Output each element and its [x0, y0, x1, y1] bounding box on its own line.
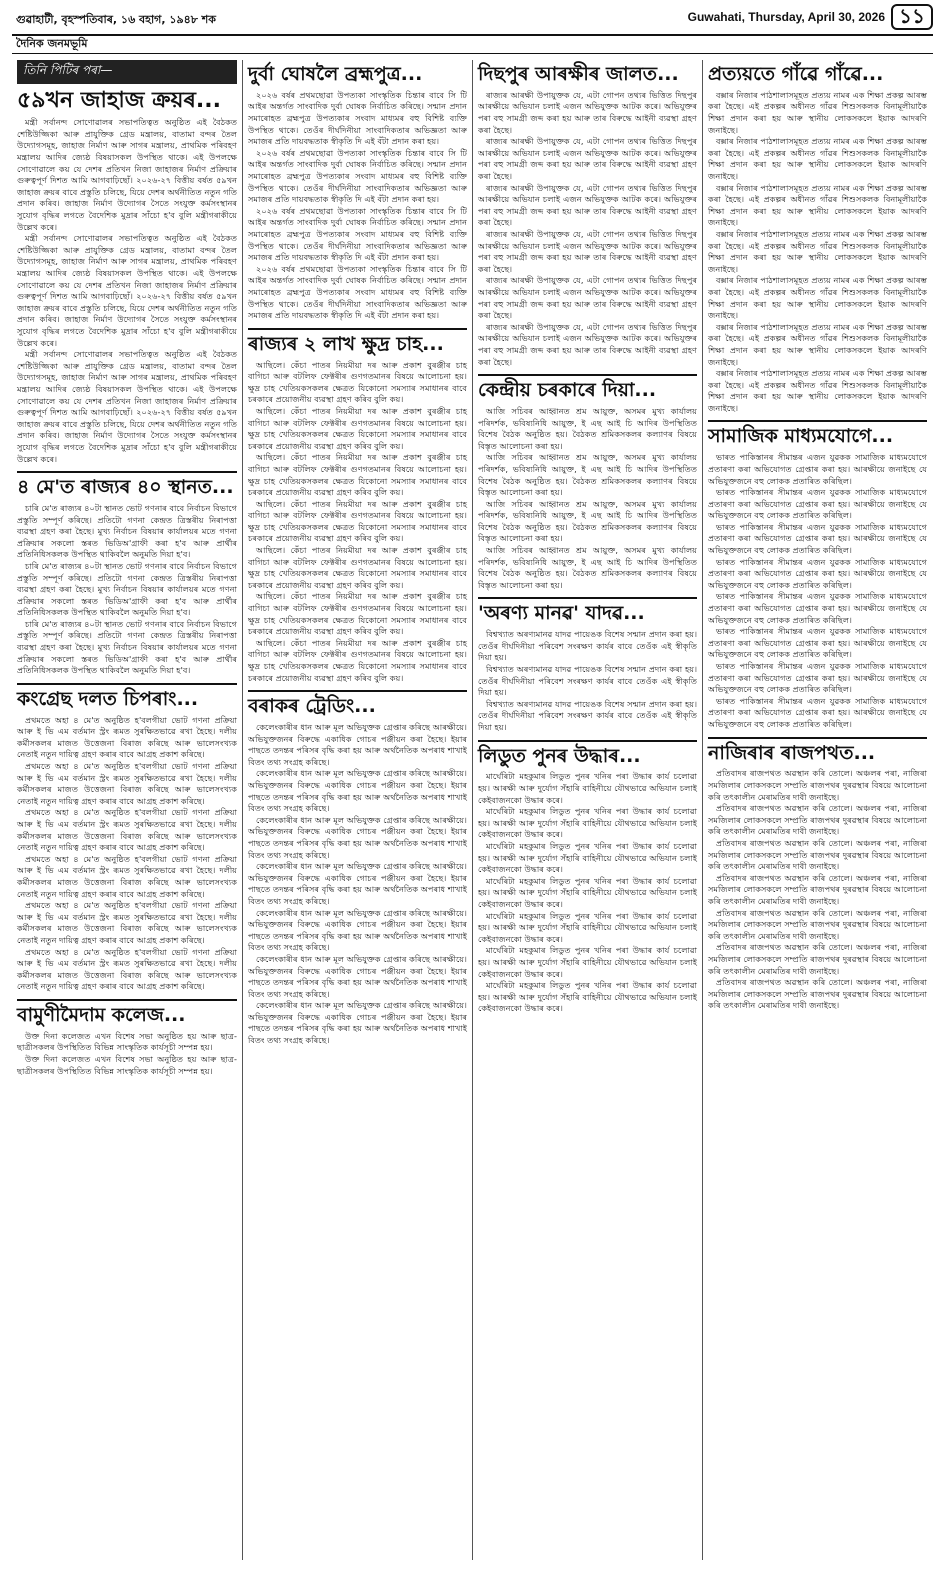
article-ship-purchase-text: মন্ত্ৰী সৰ্বানন্দ সোণোৱালৰ সভাপতিত্বত অনুষ্ঠিত এই বৈঠকত শেষ্টিউজ্জিকা আৰু প্ৰাযুক্তিক গ্ৰেড মন্ত্ৰালয়, বাতামা বন্দৰ তৈল উদ্যোগসমূহ, জাহাজ নিৰ্মাণ আৰু সাগৰ মন্ত্ৰালয়, প্ৰাথমিক পৰিবহণ মন্ত্ৰালয় আদিৰ জ্যেষ্ঠ বিষয়াসকল উপস্থিত থাকে। এই উপলক্ষে সোণোৱালে কয় যে দেশৰ প্ৰতিখন নিজা জাহাজৰ নিৰ্মাণ প্ৰক্ৰিয়াৰ গুৰুত্বপূৰ্ণ দিশত আমি আগবাঢ়িছোঁ। ২০২৬-২৭ বিত্তীয় বৰ্ষত ৫৯খন জাহাজ ক্ৰয়ৰ বাবে প্ৰস্তুতি চলিছে, যিয়ে দেশৰ অৰ্থনীতিত নতুন গতি প্ৰদান কৰিব। জাহাজ নিৰ্মাণ উদ্যোগৰ সৈতে সংযুক্ত কৰ্মসংস্থানৰ সুযোগ বৃদ্ধিৰ লগতে বৈদেশিক মুদ্ৰাৰ সাঁচো হ'ব বুলি মন্ত্ৰীগৰাকীয়ে উল্লেখ কৰে। — [17, 117, 237, 232]
article-central-text-cont3: আজি সচিবৰ আহ্বানত শ্ৰম আয়ুক্ত, অসমৰ মুখ্য কাৰ্যালয় পৰিদৰ্শক, ভবিষ্যনিধি আয়ুক্ত, ই এছ আই চি আদিৰ উপস্থিতিত বিশেষ বৈঠক অনুষ্ঠিত হয়। বৈঠকত শ্ৰমিকসকলৰ কল্যাণৰ বিষয়ে বিস্তৃত আলোচনা কৰা হয়। — [478, 545, 697, 590]
article-tea-text: আছিলে। কেঁচা পাতৰ নিয়মীয়া দৰ আৰু প্ৰকাশ বুৰঞ্জীৰ চাহ বাগিচা আৰু বটলিফ ফেক্টৰীৰ গুণগতমানৰ বিষয়ে আলোচনা হয়। ক্ষুদ্ৰ চাহ খেতিয়কসকলৰ ক্ষেত্ৰত যিকোনো সমস্যাৰ সমাধানৰ বাবে চৰকাৰে প্ৰয়োজনীয় ব্যৱস্থা গ্ৰহণ কৰিব বুলি কয়। — [248, 359, 467, 405]
article-barak-text-cont5: কেলেংকাৰীৰ ধান আৰু মূল অভিযুক্তক গ্ৰেপ্তাৰ কৰিছে আৰক্ষীয়ে। অভিযুক্তজনৰ বিৰুদ্ধে একাধিক গোচৰ পঞ্জীয়ন কৰা হৈছে। ইয়াৰ পাছতে তদন্তৰ পৰিসৰ বৃদ্ধি কৰা হয় আৰু অৰ্থনৈতিক অপৰাধ শাখাই বিতং তথ্য সংগ্ৰহ কৰিছে। — [248, 953, 467, 999]
headline-bamunimaidam-college: বামুণীমৈদাম কলেজ... — [17, 1003, 186, 1026]
article-congress-text-cont5: প্ৰথমতে অহা ৪ মে'ত অনুষ্ঠিত হ'বলগীয়া ভোট গণনা প্ৰক্ৰিয়া আৰু ই ভি এম বৰ্তমান স্ট্ৰং ৰূমত সুৰক্ষিতভাৱে ৰখা হৈছে। দলীয় কৰ্মীসকলৰ মাজত উত্তেজনা বিৰাজ কৰিছে আৰু ভালেসংখ্যক নেতাই নতুন দায়িত্ব গ্ৰহণ কৰাৰ বাবে আগ্ৰহ প্ৰকাশ কৰিছে। — [17, 946, 237, 992]
headline-ledo-rescue: লিডুত পুনৰ উদ্ধাৰ... — [478, 744, 641, 767]
article-nazira-text-cont6: প্ৰতিবাদৰ ৰাজপথত অৱস্থান কৰি তোলে। অঞ্চলৰ পৰা, নাজিৰা সমজিলাৰ লোকসকলে সম্প্ৰতি ৰাজপথৰ দুৰৱস্থাৰ বিষয়ে আলোচনা কৰি তৎকালীন মেৰামতিৰ দাবী জনাইছে। — [708, 977, 927, 1011]
page-number: ১১ — [891, 4, 933, 30]
headline-small-tea-growers: ৰাজ্যৰ ২ লাখ ক্ষুদ্ৰ চাহ... — [248, 332, 444, 355]
article-central-govt — [478, 406, 697, 592]
article-nazira-text: প্ৰতিবাদৰ ৰাজপথত অৱস্থান কৰি তোলে। অঞ্চলৰ পৰা, নাজিৰা সমজিলাৰ লোকসকলে সম্প্ৰতি ৰাজপথৰ দুৰৱস্থাৰ বিষয়ে আলোচনা কৰি তৎকালীন মেৰামতিৰ দাবী জনাইছে। — [708, 768, 927, 802]
divider — [708, 737, 927, 739]
article-forest-man — [478, 629, 697, 733]
continued-kicker: তিনি পিটিৰ পৰা— — [17, 60, 237, 84]
article-barak-text-cont6: কেলেংকাৰীৰ ধান আৰু মূল অভিযুক্তক গ্ৰেপ্তাৰ কৰিছে আৰক্ষীয়ে। অভিযুক্তজনৰ বিৰুদ্ধে একাধিক গোচৰ পঞ্জীয়ন কৰা হৈছে। ইয়াৰ পাছতে তদন্তৰ পৰিসৰ বৃদ্ধি কৰা হয় আৰু অৰ্থনৈতিক অপৰাধ শাখাই বিতং তথ্য সংগ্ৰহ কৰিছে। — [248, 1000, 467, 1046]
article-ledo-text-cont4: মাৰ্ঘেৰিটা মহকুমাৰ লিডুত পুনৰ খনিৰ পৰা উদ্ধাৰ কাৰ্য চলোৱা হয়। আৰক্ষী আৰু দুৰ্যোগ সঁহাৰি বাহিনীয়ে যৌথভাৱে অভিযান চলাই কেইবাজনকো উদ্ধাৰ কৰে। — [478, 910, 697, 944]
article-ship-purchase — [17, 117, 237, 465]
divider — [17, 471, 237, 473]
article-pratyay-text-cont4: বক্সাৰ নিজাৰ পাঠশালাসমূহত প্ৰত্যয় নামৰ এক শিক্ষা প্ৰকল্প আৰম্ভ কৰা হৈছে। এই প্ৰকল্পৰ অধীনত গাঁৱৰ শিশুসকলক বিনামূলীয়াকৈ শিক্ষা প্ৰদান কৰা হয় আৰু স্থানীয় লোকসকলে ইয়াক আদৰণি জনাইছে। — [708, 275, 927, 321]
divider — [248, 328, 467, 330]
headline-counting-may4: ৪ মে'ত ৰাজ্যৰ ৪০ স্থানত... — [17, 476, 234, 499]
article-dispur-text-cont: ৰাজ্যৰ আৰক্ষী উপায়ুক্তক যে, এটা গোপন তথ্যৰ ভিত্তিত দিছপুৰ আৰক্ষীয়ে অভিযান চলাই এজন অভিযুক্তক আটক কৰে। অভিযুক্তৰ পৰা বহু সামগ্ৰী জব্দ কৰা হয় আৰু তাৰ বিৰুদ্ধে আইনী ব্যৱস্থা গ্ৰহণ কৰা হৈছে। — [478, 136, 697, 181]
masthead-date-english: Guwahati, Thursday, April 30, 2026 — [687, 10, 886, 24]
article-ledo-text-cont: মাৰ্ঘেৰিটা মহকুমাৰ লিডুত পুনৰ খনিৰ পৰা উদ্ধাৰ কাৰ্য চলোৱা হয়। আৰক্ষী আৰু দুৰ্যোগ সঁহাৰি বাহিনীয়ে যৌথভাৱে অভিযান চলাই কেইবাজনকো উদ্ধাৰ কৰে। — [478, 806, 697, 840]
article-dispur-police — [478, 90, 697, 368]
headline-pratyay-village: প্ৰত্যয়তে গাঁৱে গাঁৱে... — [708, 63, 884, 85]
article-congress-chiprang — [17, 715, 237, 993]
headline-ship-purchase: ৫৯খন জাহাজ ক্ৰয়ৰ... — [17, 88, 221, 113]
article-nazira-text-cont5: প্ৰতিবাদৰ ৰাজপথত অৱস্থান কৰি তোলে। অঞ্চলৰ পৰা, নাজিৰা সমজিলাৰ লোকসকলে সম্প্ৰতি ৰাজপথৰ দুৰৱস্থাৰ বিষয়ে আলোচনা কৰি তৎকালীন মেৰামতিৰ দাবী জনাইছে। — [708, 942, 927, 976]
article-congress-text-cont4: প্ৰথমতে অহা ৪ মে'ত অনুষ্ঠিত হ'বলগীয়া ভোট গণনা প্ৰক্ৰিয়া আৰু ই ভি এম বৰ্তমান স্ট্ৰং ৰূমত সুৰক্ষিতভাৱে ৰখা হৈছে। দলীয় কৰ্মীসকলৰ মাজত উত্তেজনা বিৰাজ কৰিছে আৰু ভালেসংখ্যক নেতাই নতুন দায়িত্ব গ্ৰহণ কৰাৰ বাবে আগ্ৰহ প্ৰকাশ কৰিছে। — [17, 900, 237, 945]
headline-social-media: সামাজিক মাধ্যমযোগে... — [708, 425, 894, 448]
article-college-text-cont: উক্ত দিনা কলেজত এখন বিশেষ সভা অনুষ্ঠিত হয় আৰু ছাত্ৰ-ছাত্ৰীসকলৰ উপস্থিতিত বিভিন্ন সাংস্কৃতিক কাৰ্যসূচী সম্পন্ন হয়। — [17, 1053, 237, 1076]
article-tea-text-cont4: আছিলে। কেঁচা পাতৰ নিয়মীয়া দৰ আৰু প্ৰকাশ বুৰঞ্জীৰ চাহ বাগিচা আৰু বটলিফ ফেক্টৰীৰ গুণগতমানৰ বিষয়ে আলোচনা হয়। ক্ষুদ্ৰ চাহ খেতিয়কসকলৰ ক্ষেত্ৰত যিকোনো সমস্যাৰ সমাধানৰ বাবে চৰকাৰে প্ৰয়োজনীয় ব্যৱস্থা গ্ৰহণ কৰিব বুলি কয়। — [248, 545, 467, 590]
divider — [478, 597, 697, 599]
article-social-text: ভাৰত পাকিস্তানৰ সীমান্তৰ এজন যুৱকক সামাজিক মাধ্যমযোগে প্ৰতাৰণা কৰা অভিযোগত গ্ৰেপ্তাৰ কৰা হয়। আৰক্ষীয়ে জনাইছে যে অভিযুক্তজনে বহু লোকক প্ৰতাৰিত কৰিছিল। — [708, 452, 927, 486]
article-social-text-cont6: ভাৰত পাকিস্তানৰ সীমান্তৰ এজন যুৱকক সামাজিক মাধ্যমযোগে প্ৰতাৰণা কৰা অভিযোগত গ্ৰেপ্তাৰ কৰা হয়। আৰক্ষীয়ে জনাইছে যে অভিযুক্তজনে বহু লোকক প্ৰতাৰিত কৰিছিল। — [708, 661, 927, 695]
article-social-text-cont7: ভাৰত পাকিস্তানৰ সীমান্তৰ এজন যুৱকক সামাজিক মাধ্যমযোগে প্ৰতাৰণা কৰা অভিযোগত গ্ৰেপ্তাৰ কৰা হয়। আৰক্ষীয়ে জনাইছে যে অভিযুক্তজনে বহু লোকক প্ৰতাৰিত কৰিছিল। — [708, 695, 927, 729]
article-barak-trading — [248, 722, 467, 1047]
article-tea-text-cont3: আছিলে। কেঁচা পাতৰ নিয়মীয়া দৰ আৰু প্ৰকাশ বুৰঞ্জীৰ চাহ বাগিচা আৰু বটলিফ ফেক্টৰীৰ গুণগতমানৰ বিষয়ে আলোচনা হয়। ক্ষুদ্ৰ চাহ খেতিয়কসকলৰ ক্ষেত্ৰত যিকোনো সমস্যাৰ সমাধানৰ বাবে চৰকাৰে প্ৰয়োজনীয় ব্যৱস্থা গ্ৰহণ কৰিব বুলি কয়। — [248, 498, 467, 544]
article-counting-may4 — [17, 503, 237, 677]
masthead-topline — [12, 8, 933, 30]
article-bamunimaidam-college — [17, 1031, 237, 1077]
article-dispur-text-cont4: ৰাজ্যৰ আৰক্ষী উপায়ুক্তক যে, এটা গোপন তথ্যৰ ভিত্তিত দিছপুৰ আৰক্ষীয়ে অভিযান চলাই এজন অভিযুক্তক আটক কৰে। অভিযুক্তৰ পৰা বহু সামগ্ৰী জব্দ কৰা হয় আৰু তাৰ বিৰুদ্ধে আইনী ব্যৱস্থা গ্ৰহণ কৰা হৈছে। — [478, 275, 697, 321]
column-4 — [702, 60, 932, 1560]
divider — [478, 740, 697, 742]
article-pratyay-text: বক্সাৰ নিজাৰ পাঠশালাসমূহত প্ৰত্যয় নামৰ এক শিক্ষা প্ৰকল্প আৰম্ভ কৰা হৈছে। এই প্ৰকল্পৰ অধীনত গাঁৱৰ শিশুসকলক বিনামূলীয়াকৈ শিক্ষা প্ৰদান কৰা হয় আৰু স্থানীয় লোকসকলে ইয়াক আদৰণি জনাইছে। — [708, 89, 927, 135]
newspaper-brand: দৈনিক জনমভূমি — [16, 37, 88, 50]
article-pratyay-text-cont6: বক্সাৰ নিজাৰ পাঠশালাসমূহত প্ৰত্যয় নামৰ এক শিক্ষা প্ৰকল্প আৰম্ভ কৰা হৈছে। এই প্ৰকল্পৰ অধীনত গাঁৱৰ শিশুসকলক বিনামূলীয়াকৈ শিক্ষা প্ৰদান কৰা হয় আৰু স্থানীয় লোকসকলে ইয়াক আদৰণি জনাইছে। — [708, 368, 927, 413]
article-ledo-text-cont3: মাৰ্ঘেৰিটা মহকুমাৰ লিডুত পুনৰ খনিৰ পৰা উদ্ধাৰ কাৰ্য চলোৱা হয়। আৰক্ষী আৰু দুৰ্যোগ সঁহাৰি বাহিনীয়ে যৌথভাৱে অভিযান চলাই কেইবাজনকো উদ্ধাৰ কৰে। — [478, 875, 697, 909]
article-social-media — [708, 452, 927, 730]
article-forest-text-cont2: বিশ্বখ্যাত অৰণ্যমানৱ যাদৱ পায়েঙক বিশেষ সন্মান প্ৰদান কৰা হয়। তেওঁৰ দীৰ্ঘদিনীয়া পৰিবেশ সংৰক্ষণ কাৰ্যৰ বাবে তেওঁক এই স্বীকৃতি দিয়া হয়। — [478, 698, 697, 733]
article-durba-ghosh — [248, 90, 467, 322]
article-tea-text-cont6: আছিলে। কেঁচা পাতৰ নিয়মীয়া দৰ আৰু প্ৰকাশ বুৰঞ্জীৰ চাহ বাগিচা আৰু বটলিফ ফেক্টৰীৰ গুণগতমানৰ বিষয়ে আলোচনা হয়। ক্ষুদ্ৰ চাহ খেতিয়কসকলৰ ক্ষেত্ৰত যিকোনো সমস্যাৰ সমাধানৰ বাবে চৰকাৰে প্ৰয়োজনীয় ব্যৱস্থা গ্ৰহণ কৰিব বুলি কয়। — [248, 637, 467, 683]
article-nazira-text-cont4: প্ৰতিবাদৰ ৰাজপথত অৱস্থান কৰি তোলে। অঞ্চলৰ পৰা, নাজিৰা সমজিলাৰ লোকসকলে সম্প্ৰতি ৰাজপথৰ দুৰৱস্থাৰ বিষয়ে আলোচনা কৰি তৎকালীন মেৰামতিৰ দাবী জনাইছে। — [708, 907, 927, 941]
article-ship-purchase-text-cont2: মন্ত্ৰী সৰ্বানন্দ সোণোৱালৰ সভাপতিত্বত অনুষ্ঠিত এই বৈঠকত শেষ্টিউজ্জিকা আৰু প্ৰাযুক্তিক গ্ৰেড মন্ত্ৰালয়, বাতামা বন্দৰ তৈল উদ্যোগসমূহ, জাহাজ নিৰ্মাণ আৰু সাগৰ মন্ত্ৰালয়, প্ৰাথমিক পৰিবহণ মন্ত্ৰালয় আদিৰ জ্যেষ্ঠ বিষয়াসকল উপস্থিত থাকে। এই উপলক্ষে সোণোৱালে কয় যে দেশৰ প্ৰতিখন নিজা জাহাজৰ নিৰ্মাণ প্ৰক্ৰিয়াৰ গুৰুত্বপূৰ্ণ দিশত আমি আগবাঢ়িছোঁ। ২০২৬-২৭ বিত্তীয় বৰ্ষত ৫৯খন জাহাজ ক্ৰয়ৰ বাবে প্ৰস্তুতি চলিছে, যিয়ে দেশৰ অৰ্থনীতিত নতুন গতি প্ৰদান কৰিব। জাহাজ নিৰ্মাণ উদ্যোগৰ সৈতে সংযুক্ত কৰ্মসংস্থানৰ সুযোগ বৃদ্ধিৰ লগতে বৈদেশিক মুদ্ৰাৰ সাঁচো হ'ব বুলি মন্ত্ৰীগৰাকীয়ে উল্লেখ কৰে। — [17, 349, 237, 464]
article-ledo-text-cont5: মাৰ্ঘেৰিটা মহকুমাৰ লিডুত পুনৰ খনিৰ পৰা উদ্ধাৰ কাৰ্য চলোৱা হয়। আৰক্ষী আৰু দুৰ্যোগ সঁহাৰি বাহিনীয়ে যৌথভাৱে অভিযান চলাই কেইবাজনকো উদ্ধাৰ কৰে। — [478, 945, 697, 979]
article-ledo-rescue — [478, 771, 697, 1014]
article-nazira-text-cont: প্ৰতিবাদৰ ৰাজপথত অৱস্থান কৰি তোলে। অঞ্চলৰ পৰা, নাজিৰা সমজিলাৰ লোকসকলে সম্প্ৰতি ৰাজপথৰ দুৰৱস্থাৰ বিষয়ে আলোচনা কৰি তৎকালীন মেৰামতিৰ দাবী জনাইছে। — [708, 803, 927, 837]
column-2 — [242, 60, 472, 1560]
article-nazira-text-cont3: প্ৰতিবাদৰ ৰাজপথত অৱস্থান কৰি তোলে। অঞ্চলৰ পৰা, নাজিৰা সমজিলাৰ লোকসকলে সম্প্ৰতি ৰাজপথৰ দুৰৱস্থাৰ বিষয়ে আলোচনা কৰি তৎকালীন মেৰামতিৰ দাবী জনাইছে। — [708, 872, 927, 906]
article-pratyay-text-cont: বক্সাৰ নিজাৰ পাঠশালাসমূহত প্ৰত্যয় নামৰ এক শিক্ষা প্ৰকল্প আৰম্ভ কৰা হৈছে। এই প্ৰকল্পৰ অধীনত গাঁৱৰ শিশুসকলক বিনামূলীয়াকৈ শিক্ষা প্ৰদান কৰা হয় আৰু স্থানীয় লোকসকলে ইয়াক আদৰণি জনাইছে। — [708, 136, 927, 181]
article-dispur-text-cont2: ৰাজ্যৰ আৰক্ষী উপায়ুক্তক যে, এটা গোপন তথ্যৰ ভিত্তিত দিছপুৰ আৰক্ষীয়ে অভিযান চলাই এজন অভিযুক্তক আটক কৰে। অভিযুক্তৰ পৰা বহু সামগ্ৰী জব্দ কৰা হয় আৰু তাৰ বিৰুদ্ধে আইনী ব্যৱস্থা গ্ৰহণ কৰা হৈছে। — [478, 182, 697, 228]
article-barak-text: কেলেংকাৰীৰ ধান আৰু মূল অভিযুক্তক গ্ৰেপ্তাৰ কৰিছে আৰক্ষীয়ে। অভিযুক্তজনৰ বিৰুদ্ধে একাধিক গোচৰ পঞ্জীয়ন কৰা হৈছে। ইয়াৰ পাছতে তদন্তৰ পৰিসৰ বৃদ্ধি কৰা হয় আৰু অৰ্থনৈতিক অপৰাধ শাখাই বিতং তথ্য সংগ্ৰহ কৰিছে। — [248, 722, 467, 767]
divider — [478, 374, 697, 376]
article-social-text-cont2: ভাৰত পাকিস্তানৰ সীমান্তৰ এজন যুৱকক সামাজিক মাধ্যমযোগে প্ৰতাৰণা কৰা অভিযোগত গ্ৰেপ্তাৰ কৰা হয়। আৰক্ষীয়ে জনাইছে যে অভিযুক্তজনে বহু লোকক প্ৰতাৰিত কৰিছিল। — [708, 521, 927, 556]
article-tea-text-cont5: আছিলে। কেঁচা পাতৰ নিয়মীয়া দৰ আৰু প্ৰকাশ বুৰঞ্জীৰ চাহ বাগিচা আৰু বটলিফ ফেক্টৰীৰ গুণগতমানৰ বিষয়ে আলোচনা হয়। ক্ষুদ্ৰ চাহ খেতিয়কসকলৰ ক্ষেত্ৰত যিকোনো সমস্যাৰ সমাধানৰ বাবে চৰকাৰে প্ৰয়োজনীয় ব্যৱস্থা গ্ৰহণ কৰিব বুলি কয়। — [248, 591, 467, 637]
article-dispur-text-cont3: ৰাজ্যৰ আৰক্ষী উপায়ুক্তক যে, এটা গোপন তথ্যৰ ভিত্তিত দিছপুৰ আৰক্ষীয়ে অভিযান চলাই এজন অভিযুক্তক আটক কৰে। অভিযুক্তৰ পৰা বহু সামগ্ৰী জব্দ কৰা হয় আৰু তাৰ বিৰুদ্ধে আইনী ব্যৱস্থা গ্ৰহণ কৰা হৈছে। — [478, 228, 697, 274]
article-forest-text-cont: বিশ্বখ্যাত অৰণ্যমানৱ যাদৱ পায়েঙক বিশেষ সন্মান প্ৰদান কৰা হয়। তেওঁৰ দীৰ্ঘদিনীয়া পৰিবেশ সংৰক্ষণ কাৰ্যৰ বাবে তেওঁক এই স্বীকৃতি দিয়া হয়। — [478, 664, 697, 698]
headline-dispur-police: দিছপুৰ আৰক্ষীৰ জালত... — [478, 63, 679, 85]
article-congress-text-cont: প্ৰথমতে অহা ৪ মে'ত অনুষ্ঠিত হ'বলগীয়া ভোট গণনা প্ৰক্ৰিয়া আৰু ই ভি এম বৰ্তমান স্ট্ৰং ৰূমত সুৰক্ষিতভাৱে ৰখা হৈছে। দলীয় কৰ্মীসকলৰ মাজত উত্তেজনা বিৰাজ কৰিছে আৰু ভালেসংখ্যক নেতাই নতুন দায়িত্ব গ্ৰহণ কৰাৰ বাবে আগ্ৰহ প্ৰকাশ কৰিছে। — [17, 761, 237, 806]
article-barak-text-cont3: কেলেংকাৰীৰ ধান আৰু মূল অভিযুক্তক গ্ৰেপ্তাৰ কৰিছে আৰক্ষীয়ে। অভিযুক্তজনৰ বিৰুদ্ধে একাধিক গোচৰ পঞ্জীয়ন কৰা হৈছে। ইয়াৰ পাছতে তদন্তৰ পৰিসৰ বৃদ্ধি কৰা হয় আৰু অৰ্থনৈতিক অপৰাধ শাখাই বিতং তথ্য সংগ্ৰহ কৰিছে। — [248, 861, 467, 906]
column-1 — [12, 60, 242, 1560]
article-congress-text-cont2: প্ৰথমতে অহা ৪ মে'ত অনুষ্ঠিত হ'বলগীয়া ভোট গণনা প্ৰক্ৰিয়া আৰু ই ভি এম বৰ্তমান স্ট্ৰং ৰূমত সুৰক্ষিতভাৱে ৰখা হৈছে। দলীয় কৰ্মীসকলৰ মাজত উত্তেজনা বিৰাজ কৰিছে আৰু ভালেসংখ্যক নেতাই নতুন দায়িত্ব গ্ৰহণ কৰাৰ বাবে আগ্ৰহ প্ৰকাশ কৰিছে। — [17, 807, 237, 853]
divider — [708, 420, 927, 422]
article-ship-purchase-text-cont: মন্ত্ৰী সৰ্বানন্দ সোণোৱালৰ সভাপতিত্বত অনুষ্ঠিত এই বৈঠকত শেষ্টিউজ্জিকা আৰু প্ৰাযুক্তিক গ্ৰেড মন্ত্ৰালয়, বাতামা বন্দৰ তৈল উদ্যোগসমূহ, জাহাজ নিৰ্মাণ আৰু সাগৰ মন্ত্ৰালয়, প্ৰাথমিক পৰিবহণ মন্ত্ৰালয় আদিৰ জ্যেষ্ঠ বিষয়াসকল উপস্থিত থাকে। এই উপলক্ষে সোণোৱালে কয় যে দেশৰ প্ৰতিখন নিজা জাহাজৰ নিৰ্মাণ প্ৰক্ৰিয়াৰ গুৰুত্বপূৰ্ণ দিশত আমি আগবাঢ়িছোঁ। ২০২৬-২৭ বিত্তীয় বৰ্ষত ৫৯খন জাহাজ ক্ৰয়ৰ বাবে প্ৰস্তুতি চলিছে, যিয়ে দেশৰ অৰ্থনীতিত নতুন গতি প্ৰদান কৰিব। জাহাজ নিৰ্মাণ উদ্যোগৰ সৈতে সংযুক্ত কৰ্মসংস্থানৰ সুযোগ বৃদ্ধিৰ লগতে বৈদেশিক মুদ্ৰাৰ সাঁচো হ'ব বুলি মন্ত্ৰীগৰাকীয়ে উল্লেখ কৰে। — [17, 233, 237, 348]
article-counting-text-cont2: চাৰি মে'ত ৰাজ্যৰ ৪০টা স্থানত ভোট গণনাৰ বাবে নিৰ্বাচন বিভাগে প্ৰস্তুতি সম্পূৰ্ণ কৰিছে। প্ৰতিটো গণনা কেন্দ্ৰত ত্ৰিস্তৰীয় নিৰাপত্তা ব্যৱস্থা গ্ৰহণ কৰা হৈছে। মুখ্য নিৰ্বাচন বিষয়াৰ কাৰ্যালয়ৰ মতে গণনা প্ৰক্ৰিয়াৰ সকলো স্তৰত ভিডিঅ'গ্ৰাফী কৰা হ'ব আৰু প্ৰাৰ্থীৰ প্ৰতিনিধিসকলক উপস্থিত থাকিবলৈ অনুমতি দিয়া হ'ব। — [17, 618, 237, 676]
article-counting-text: চাৰি মে'ত ৰাজ্যৰ ৪০টা স্থানত ভোট গণনাৰ বাবে নিৰ্বাচন বিভাগে প্ৰস্তুতি সম্পূৰ্ণ কৰিছে। প্ৰতিটো গণনা কেন্দ্ৰত ত্ৰিস্তৰীয় নিৰাপত্তা ব্যৱস্থা গ্ৰহণ কৰা হৈছে। মুখ্য নিৰ্বাচন বিষয়াৰ কাৰ্যালয়ৰ মতে গণনা প্ৰক্ৰিয়াৰ সকলো স্তৰত ভিডিঅ'গ্ৰাফী কৰা হ'ব আৰু প্ৰাৰ্থীৰ প্ৰতিনিধিসকলক উপস্থিত থাকিবলৈ অনুমতি দিয়া হ'ব। — [17, 502, 237, 560]
article-barak-text-cont2: কেলেংকাৰীৰ ধান আৰু মূল অভিযুক্তক গ্ৰেপ্তাৰ কৰিছে আৰক্ষীয়ে। অভিযুক্তজনৰ বিৰুদ্ধে একাধিক গোচৰ পঞ্জীয়ন কৰা হৈছে। ইয়াৰ পাছতে তদন্তৰ পৰিসৰ বৃদ্ধি কৰা হয় আৰু অৰ্থনৈতিক অপৰাধ শাখাই বিতং তথ্য সংগ্ৰহ কৰিছে। — [248, 814, 467, 860]
headline-nazira-road: নাজিৰাৰ ৰাজপথত... — [708, 741, 876, 764]
column-3 — [472, 60, 702, 1560]
article-dispur-text-cont5: ৰাজ্যৰ আৰক্ষী উপায়ুক্তক যে, এটা গোপন তথ্যৰ ভিত্তিত দিছপুৰ আৰক্ষীয়ে অভিযান চলাই এজন অভিযুক্তক আটক কৰে। অভিযুক্তৰ পৰা বহু সামগ্ৰী জব্দ কৰা হয় আৰু তাৰ বিৰুদ্ধে আইনী ব্যৱস্থা গ্ৰহণ কৰা হৈছে। — [478, 321, 697, 367]
article-ledo-text-cont6: মাৰ্ঘেৰিটা মহকুমাৰ লিডুত পুনৰ খনিৰ পৰা উদ্ধাৰ কাৰ্য চলোৱা হয়। আৰক্ষী আৰু দুৰ্যোগ সঁহাৰি বাহিনীয়ে যৌথভাৱে অভিযান চলাই কেইবাজনকো উদ্ধাৰ কৰে। — [478, 980, 697, 1014]
article-central-text: আজি সচিবৰ আহ্বানত শ্ৰম আয়ুক্ত, অসমৰ মুখ্য কাৰ্যালয় পৰিদৰ্শক, ভবিষ্যনিধি আয়ুক্ত, ই এছ আই চি আদিৰ উপস্থিতিত বিশেষ বৈঠক অনুষ্ঠিত হয়। বৈঠকত শ্ৰমিকসকলৰ কল্যাণৰ বিষয়ে বিস্তৃত আলোচনা কৰা হয়। — [478, 405, 697, 451]
article-barak-text-cont: কেলেংকাৰীৰ ধান আৰু মূল অভিযুক্তক গ্ৰেপ্তাৰ কৰিছে আৰক্ষীয়ে। অভিযুক্তজনৰ বিৰুদ্ধে একাধিক গোচৰ পঞ্জীয়ন কৰা হৈছে। ইয়াৰ পাছতে তদন্তৰ পৰিসৰ বৃদ্ধি কৰা হয় আৰু অৰ্থনৈতিক অপৰাধ শাখাই বিতং তথ্য সংগ্ৰহ কৰিছে। — [248, 768, 467, 814]
article-nazira-road — [708, 768, 927, 1011]
masthead-date-assamese: গুৱাহাটী, বৃহস্পতিবাৰ, ১৬ বহাগ, ১৯৪৮ শক — [16, 13, 216, 26]
divider — [248, 690, 467, 692]
article-tea-text-cont2: আছিলে। কেঁচা পাতৰ নিয়মীয়া দৰ আৰু প্ৰকাশ বুৰঞ্জীৰ চাহ বাগিচা আৰু বটলিফ ফেক্টৰীৰ গুণগতমানৰ বিষয়ে আলোচনা হয়। ক্ষুদ্ৰ চাহ খেতিয়কসকলৰ ক্ষেত্ৰত যিকোনো সমস্যাৰ সমাধানৰ বাবে চৰকাৰে প্ৰয়োজনীয় ব্যৱস্থা গ্ৰহণ কৰিব বুলি কয়। — [248, 452, 467, 498]
article-durba-text-cont2: ২০২৬ বৰ্ষৰ প্ৰথমছোৱা উপত্যকা সাংস্কৃতিক চিন্তাৰ বাবে সি টি আইৰ অন্তৰ্গত সাংবাদিক দুৰ্বা ঘোষক নিৰ্বাচিত কৰিছে। সন্মান প্ৰদান সমাৰোহত ব্ৰহ্মপুত্ৰ উপত্যকাৰ সংবাদ মাধ্যমৰ বহু বিশিষ্ট ব্যক্তি উপস্থিত থাকে। তেওঁৰ দীৰ্ঘদিনীয়া সাংবাদিকতাৰ অভিজ্ঞতা আৰু সমাজৰ প্ৰতি দায়বদ্ধতাক স্বীকৃতি দি এই বঁটা প্ৰদান কৰা হয়। — [248, 205, 467, 263]
headline-durba-ghosh: দুৰ্বা ঘোষলৈ ব্ৰহ্মপুত্ৰ... — [248, 63, 423, 85]
article-small-tea-growers — [248, 360, 467, 685]
article-durba-text-cont3: ২০২৬ বৰ্ষৰ প্ৰথমছোৱা উপত্যকা সাংস্কৃতিক চিন্তাৰ বাবে সি টি আইৰ অন্তৰ্গত সাংবাদিক দুৰ্বা ঘোষক নিৰ্বাচিত কৰিছে। সন্মান প্ৰদান সমাৰোহত ব্ৰহ্মপুত্ৰ উপত্যকাৰ সংবাদ মাধ্যমৰ বহু বিশিষ্ট ব্যক্তি উপস্থিত থাকে। তেওঁৰ দীৰ্ঘদিনীয়া সাংবাদিকতাৰ অভিজ্ঞতা আৰু সমাজৰ প্ৰতি দায়বদ্ধতাক স্বীকৃতি দি এই বঁটা প্ৰদান কৰা হয়। — [248, 263, 467, 321]
article-social-text-cont3: ভাৰত পাকিস্তানৰ সীমান্তৰ এজন যুৱকক সামাজিক মাধ্যমযোগে প্ৰতাৰণা কৰা অভিযোগত গ্ৰেপ্তাৰ কৰা হয়। আৰক্ষীয়ে জনাইছে যে অভিযুক্তজনে বহু লোকক প্ৰতাৰিত কৰিছিল। — [708, 556, 927, 590]
article-pratyay-text-cont5: বক্সাৰ নিজাৰ পাঠশালাসমূহত প্ৰত্যয় নামৰ এক শিক্ষা প্ৰকল্প আৰম্ভ কৰা হৈছে। এই প্ৰকল্পৰ অধীনত গাঁৱৰ শিশুসকলক বিনামূলীয়াকৈ শিক্ষা প্ৰদান কৰা হয় আৰু স্থানীয় লোকসকলে ইয়াক আদৰণি জনাইছে। — [708, 321, 927, 367]
article-forest-text: বিশ্বখ্যাত অৰণ্যমানৱ যাদৱ পায়েঙক বিশেষ সন্মান প্ৰদান কৰা হয়। তেওঁৰ দীৰ্ঘদিনীয়া পৰিবেশ সংৰক্ষণ কাৰ্যৰ বাবে তেওঁক এই স্বীকৃতি দিয়া হয়। — [478, 629, 697, 663]
masthead-right — [688, 4, 933, 30]
article-ledo-text: মাৰ্ঘেৰিটা মহকুমাৰ লিডুত পুনৰ খনিৰ পৰা উদ্ধাৰ কাৰ্য চলোৱা হয়। আৰক্ষী আৰু দুৰ্যোগ সঁহাৰি বাহিনীয়ে যৌথভাৱে অভিযান চলাই কেইবাজনকো উদ্ধাৰ কৰে। — [478, 771, 697, 805]
article-central-text-cont2: আজি সচিবৰ আহ্বানত শ্ৰম আয়ুক্ত, অসমৰ মুখ্য কাৰ্যালয় পৰিদৰ্শক, ভবিষ্যনিধি আয়ুক্ত, ই এছ আই চি আদিৰ উপস্থিতিত বিশেষ বৈঠক অনুষ্ঠিত হয়। বৈঠকত শ্ৰমিকসকলৰ কল্যাণৰ বিষয়ে বিস্তৃত আলোচনা কৰা হয়। — [478, 498, 697, 544]
article-pratyay-text-cont3: বক্সাৰ নিজাৰ পাঠশালাসমূহত প্ৰত্যয় নামৰ এক শিক্ষা প্ৰকল্প আৰম্ভ কৰা হৈছে। এই প্ৰকল্পৰ অধীনত গাঁৱৰ শিশুসকলক বিনামূলীয়াকৈ শিক্ষা প্ৰদান কৰা হয় আৰু স্থানীয় লোকসকলে ইয়াক আদৰণি জনাইছে। — [708, 228, 927, 274]
article-social-text-cont5: ভাৰত পাকিস্তানৰ সীমান্তৰ এজন যুৱকক সামাজিক মাধ্যমযোগে প্ৰতাৰণা কৰা অভিযোগত গ্ৰেপ্তাৰ কৰা হয়। আৰক্ষীয়ে জনাইছে যে অভিযুক্তজনে বহু লোকক প্ৰতাৰিত কৰিছিল। — [708, 626, 927, 660]
article-counting-text-cont: চাৰি মে'ত ৰাজ্যৰ ৪০টা স্থানত ভোট গণনাৰ বাবে নিৰ্বাচন বিভাগে প্ৰস্তুতি সম্পূৰ্ণ কৰিছে। প্ৰতিটো গণনা কেন্দ্ৰত ত্ৰিস্তৰীয় নিৰাপত্তা ব্যৱস্থা গ্ৰহণ কৰা হৈছে। মুখ্য নিৰ্বাচন বিষয়াৰ কাৰ্যালয়ৰ মতে গণনা প্ৰক্ৰিয়াৰ সকলো স্তৰত ভিডিঅ'গ্ৰাফী কৰা হ'ব আৰু প্ৰাৰ্থীৰ প্ৰতিনিধিসকলক উপস্থিত থাকিবলৈ অনুমতি দিয়া হ'ব। — [17, 560, 237, 618]
article-pratyay-text-cont2: বক্সাৰ নিজাৰ পাঠশালাসমূহত প্ৰত্যয় নামৰ এক শিক্ষা প্ৰকল্প আৰম্ভ কৰা হৈছে। এই প্ৰকল্পৰ অধীনত গাঁৱৰ শিশুসকলক বিনামূলীয়াকৈ শিক্ষা প্ৰদান কৰা হয় আৰু স্থানীয় লোকসকলে ইয়াক আদৰণি জনাইছে। — [708, 182, 927, 228]
article-barak-text-cont4: কেলেংকাৰীৰ ধান আৰু মূল অভিযুক্তক গ্ৰেপ্তাৰ কৰিছে আৰক্ষীয়ে। অভিযুক্তজনৰ বিৰুদ্ধে একাধিক গোচৰ পঞ্জীয়ন কৰা হৈছে। ইয়াৰ পাছতে তদন্তৰ পৰিসৰ বৃদ্ধি কৰা হয় আৰু অৰ্থনৈতিক অপৰাধ শাখাই বিতং তথ্য সংগ্ৰহ কৰিছে। — [248, 907, 467, 953]
headline-congress-chiprang: কংগ্ৰেছ দলত চিপৰাং... — [17, 687, 199, 710]
headline-forest-man: 'অৰণ্য মানৱ' যাদৱ... — [478, 602, 645, 625]
divider — [17, 999, 237, 1001]
article-congress-text-cont3: প্ৰথমতে অহা ৪ মে'ত অনুষ্ঠিত হ'বলগীয়া ভোট গণনা প্ৰক্ৰিয়া আৰু ই ভি এম বৰ্তমান স্ট্ৰং ৰূমত সুৰক্ষিতভাৱে ৰখা হৈছে। দলীয় কৰ্মীসকলৰ মাজত উত্তেজনা বিৰাজ কৰিছে আৰু ভালেসংখ্যক নেতাই নতুন দায়িত্ব গ্ৰহণ কৰাৰ বাবে আগ্ৰহ প্ৰকাশ কৰিছে। — [17, 853, 237, 899]
brand-bar — [12, 34, 933, 54]
article-durba-text-cont: ২০২৬ বৰ্ষৰ প্ৰথমছোৱা উপত্যকা সাংস্কৃতিক চিন্তাৰ বাবে সি টি আইৰ অন্তৰ্গত সাংবাদিক দুৰ্বা ঘোষক নিৰ্বাচিত কৰিছে। সন্মান প্ৰদান সমাৰোহত ব্ৰহ্মপুত্ৰ উপত্যকাৰ সংবাদ মাধ্যমৰ বহু বিশিষ্ট ব্যক্তি উপস্থিত থাকে। তেওঁৰ দীৰ্ঘদিনীয়া সাংবাদিকতাৰ অভিজ্ঞতা আৰু সমাজৰ প্ৰতি দায়বদ্ধতাক স্বীকৃতি দি এই বঁটা প্ৰদান কৰা হয়। — [248, 147, 467, 205]
article-tea-text-cont: আছিলে। কেঁচা পাতৰ নিয়মীয়া দৰ আৰু প্ৰকাশ বুৰঞ্জীৰ চাহ বাগিচা আৰু বটলিফ ফেক্টৰীৰ গুণগতমানৰ বিষয়ে আলোচনা হয়। ক্ষুদ্ৰ চাহ খেতিয়কসকলৰ ক্ষেত্ৰত যিকোনো সমস্যাৰ সমাধানৰ বাবে চৰকাৰে প্ৰয়োজনীয় ব্যৱস্থা গ্ৰহণ কৰিব বুলি কয়। — [248, 405, 467, 451]
article-congress-text: প্ৰথমতে অহা ৪ মে'ত অনুষ্ঠিত হ'বলগীয়া ভোট গণনা প্ৰক্ৰিয়া আৰু ই ভি এম বৰ্তমান স্ট্ৰং ৰূমত সুৰক্ষিতভাৱে ৰখা হৈছে। দলীয় কৰ্মীসকলৰ মাজত উত্তেজনা বিৰাজ কৰিছে আৰু ভালেসংখ্যক নেতাই নতুন দায়িত্ব গ্ৰহণ কৰাৰ বাবে আগ্ৰহ প্ৰকাশ কৰিছে। — [17, 714, 237, 760]
headline-barak-trading: বৰাকৰ ট্ৰেডিং... — [248, 695, 376, 718]
article-columns — [12, 60, 933, 1560]
article-social-text-cont: ভাৰত পাকিস্তানৰ সীমান্তৰ এজন যুৱকক সামাজিক মাধ্যমযোগে প্ৰতাৰণা কৰা অভিযোগত গ্ৰেপ্তাৰ কৰা হয়। আৰক্ষীয়ে জনাইছে যে অভিযুক্তজনে বহু লোকক প্ৰতাৰিত কৰিছিল। — [708, 487, 927, 521]
divider — [17, 683, 237, 685]
article-central-text-cont: আজি সচিবৰ আহ্বানত শ্ৰম আয়ুক্ত, অসমৰ মুখ্য কাৰ্যালয় পৰিদৰ্শক, ভবিষ্যনিধি আয়ুক্ত, ই এছ আই চি আদিৰ উপস্থিতিত বিশেষ বৈঠক অনুষ্ঠিত হয়। বৈঠকত শ্ৰমিকসকলৰ কল্যাণৰ বিষয়ে বিস্তৃত আলোচনা কৰা হয়। — [478, 452, 697, 498]
article-pratyay-village — [708, 90, 927, 415]
headline-central-govt: কেন্দ্ৰীয় চৰকাৰে দিয়া... — [478, 379, 657, 402]
article-social-text-cont4: ভাৰত পাকিস্তানৰ সীমান্তৰ এজন যুৱকক সামাজিক মাধ্যমযোগে প্ৰতাৰণা কৰা অভিযোগত গ্ৰেপ্তাৰ কৰা হয়। আৰক্ষীয়ে জনাইছে যে অভিযুক্তজনে বহু লোকক প্ৰতাৰিত কৰিছিল। — [708, 591, 927, 625]
article-college-text: উক্ত দিনা কলেজত এখন বিশেষ সভা অনুষ্ঠিত হয় আৰু ছাত্ৰ-ছাত্ৰীসকলৰ উপস্থিতিত বিভিন্ন সাংস্কৃতিক কাৰ্যসূচী সম্পন্ন হয়। — [17, 1030, 237, 1053]
article-ledo-text-cont2: মাৰ্ঘেৰিটা মহকুমাৰ লিডুত পুনৰ খনিৰ পৰা উদ্ধাৰ কাৰ্য চলোৱা হয়। আৰক্ষী আৰু দুৰ্যোগ সঁহাৰি বাহিনীয়ে যৌথভাৱে অভিযান চলাই কেইবাজনকো উদ্ধাৰ কৰে। — [478, 841, 697, 875]
article-durba-text: ২০২৬ বৰ্ষৰ প্ৰথমছোৱা উপত্যকা সাংস্কৃতিক চিন্তাৰ বাবে সি টি আইৰ অন্তৰ্গত সাংবাদিক দুৰ্বা ঘোষক নিৰ্বাচিত কৰিছে। সন্মান প্ৰদান সমাৰোহত ব্ৰহ্মপুত্ৰ উপত্যকাৰ সংবাদ মাধ্যমৰ বহু বিশিষ্ট ব্যক্তি উপস্থিত থাকে। তেওঁৰ দীৰ্ঘদিনীয়া সাংবাদিকতাৰ অভিজ্ঞতা আৰু সমাজৰ প্ৰতি দায়বদ্ধতাক স্বীকৃতি দি এই বঁটা প্ৰদান কৰা হয়। — [248, 89, 467, 147]
article-nazira-text-cont2: প্ৰতিবাদৰ ৰাজপথত অৱস্থান কৰি তোলে। অঞ্চলৰ পৰা, নাজিৰা সমজিলাৰ লোকসকলে সম্প্ৰতি ৰাজপথৰ দুৰৱস্থাৰ বিষয়ে আলোচনা কৰি তৎকালীন মেৰামতিৰ দাবী জনাইছে। — [708, 837, 927, 872]
article-dispur-text: ৰাজ্যৰ আৰক্ষী উপায়ুক্তক যে, এটা গোপন তথ্যৰ ভিত্তিত দিছপুৰ আৰক্ষীয়ে অভিযান চলাই এজন অভিযুক্তক আটক কৰে। অভিযুক্তৰ পৰা বহু সামগ্ৰী জব্দ কৰা হয় আৰু তাৰ বিৰুদ্ধে আইনী ব্যৱস্থা গ্ৰহণ কৰা হৈছে। — [478, 89, 697, 135]
